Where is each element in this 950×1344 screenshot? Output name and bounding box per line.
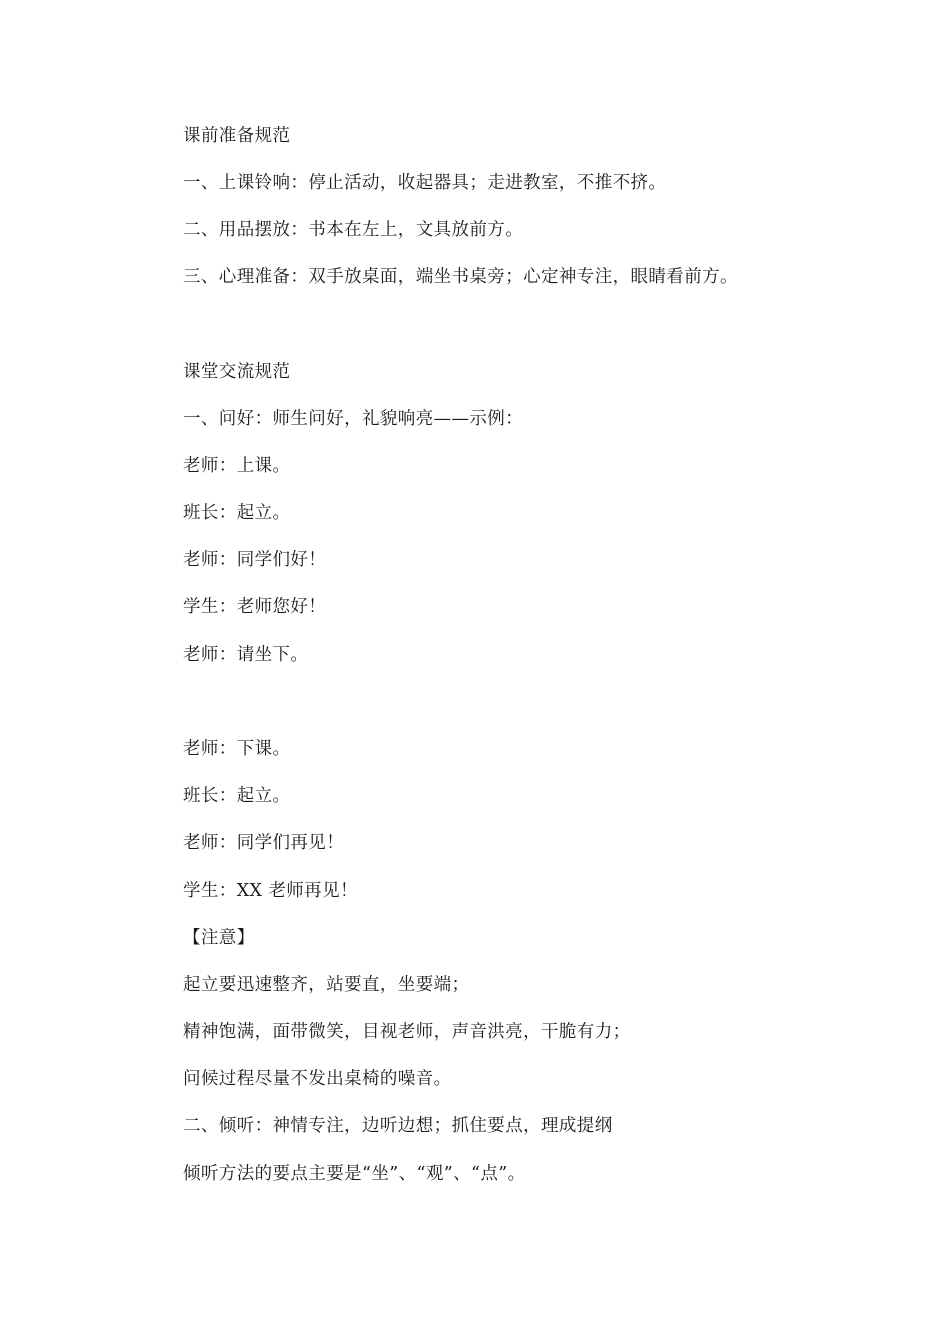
section-heading-class-exchange: 课堂交流规范 (183, 362, 291, 382)
paragraph-line: 精神饱满，面带微笑，目视老师，声音洪亮，干脆有力； (183, 1022, 631, 1042)
paragraph-line: 起立要迅速整齐，站要直，坐要端； (183, 975, 470, 995)
paragraph-line: 倾听方法的要点主要是“坐”、“观”、“点”。 (183, 1164, 526, 1184)
section-heading-pre-class: 课前准备规范 (183, 126, 291, 146)
dialogue-line: 学生：老师您好！ (183, 597, 327, 617)
paragraph-line: 二、倾听：神情专注，边听边想；抓住要点，理成提纲 (183, 1116, 613, 1136)
dialogue-line: 老师：下课。 (183, 739, 291, 759)
dialogue-line: 老师：上课。 (183, 456, 291, 476)
dialogue-line: 学生：XX 老师再见！ (183, 881, 358, 901)
dialogue-line: 老师：同学们再见！ (183, 833, 345, 853)
dialogue-line: 班长：起立。 (183, 503, 291, 523)
paragraph-line: 问候过程尽量不发出桌椅的噪音。 (183, 1069, 452, 1089)
note-heading: 【注意】 (183, 928, 255, 948)
paragraph-line: 一、问好：师生问好，礼貌响亮——示例： (183, 409, 524, 429)
paragraph-line: 三、心理准备：双手放桌面，端坐书桌旁；心定神专注，眼睛看前方。 (183, 267, 738, 287)
paragraph-line: 二、用品摆放：书本在左上，文具放前方。 (183, 220, 524, 240)
dialogue-line: 老师：请坐下。 (183, 645, 309, 665)
dialogue-line: 班长：起立。 (183, 786, 291, 806)
paragraph-line: 一、上课铃响：停止活动，收起器具；走进教室，不推不挤。 (183, 173, 667, 193)
dialogue-line: 老师：同学们好！ (183, 550, 327, 570)
